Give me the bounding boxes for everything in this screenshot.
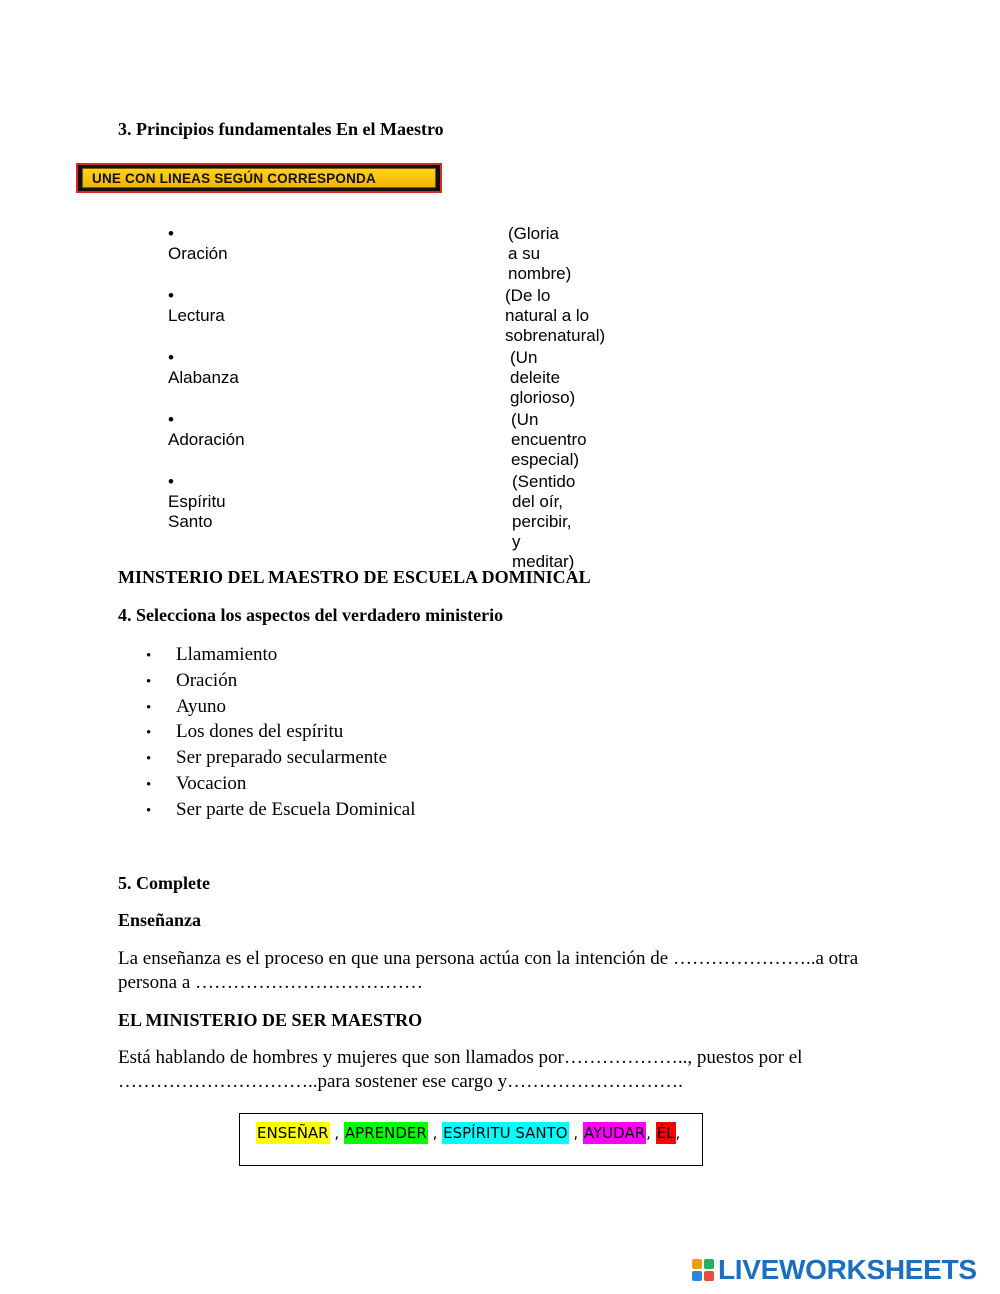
section-3-title: 3. Principios fundamentales En el Maestro (118, 119, 444, 139)
list-item[interactable]: • Los dones del espíritu (146, 721, 344, 743)
word-option[interactable]: ÉL (656, 1124, 675, 1142)
teaching-paragraph[interactable]: La enseñanza es el proceso en que una persona actúa con la intención de …………………..a otra persona a ……………………………… (118, 948, 859, 993)
word-option[interactable]: AYUDAR (583, 1124, 646, 1142)
list-item[interactable]: • Vocacion (146, 772, 247, 794)
word-bank: ENSEÑAR , APRENDER , ESPÍRITU SANTO , AYUDAR, ÉL, (239, 1113, 703, 1166)
match-right-item[interactable]: (Sentido del oír, percibir, y meditar) (512, 472, 576, 571)
list-item[interactable]: • Ayuno (146, 695, 226, 717)
section-5-title: 5. Complete (118, 873, 210, 893)
teaching-subtitle: Enseñanza (118, 910, 202, 930)
teacher-ministry-subtitle: EL MINISTERIO DE SER MAESTRO (118, 1010, 423, 1030)
list-item[interactable]: • Ser parte de Escuela Dominical (146, 798, 416, 820)
match-left-item[interactable]: •Lectura (168, 286, 225, 325)
match-right-item[interactable]: (Un encuentro especial) (511, 410, 587, 469)
ministry-heading: MINSTERIO DEL MAESTRO DE ESCUELA DOMINICAL (118, 567, 591, 587)
instruction-banner-label: UNE CON LINEAS SEGÚN CORRESPONDA (82, 168, 436, 188)
match-left-item[interactable]: •Oración (168, 224, 228, 263)
word-option[interactable]: ENSEÑAR (257, 1124, 329, 1142)
match-left-item[interactable]: •Espíritu Santo (168, 472, 226, 531)
teacher-ministry-paragraph[interactable]: Está hablando de hombres y mujeres que son llamados por……………….., puestos por el …………………………..para sostener ese cargo y………………………. (118, 1047, 803, 1092)
match-left-item[interactable]: •Alabanza (168, 348, 239, 387)
word-option[interactable]: APRENDER (344, 1124, 427, 1142)
list-item[interactable]: • Oración (146, 669, 238, 691)
word-option[interactable]: ESPÍRITU SANTO (443, 1124, 568, 1142)
section-4-title: 4. Selecciona los aspectos del verdadero ministerio (118, 605, 504, 625)
instruction-banner (76, 163, 442, 193)
brand-name: LIVEWORKSHEETS (718, 1254, 977, 1285)
list-item[interactable]: • Llamamiento (146, 644, 278, 665)
match-right-item[interactable]: (Un deleite glorioso) (510, 348, 576, 407)
list-item[interactable]: • Ser preparado secularmente (146, 747, 388, 769)
match-right-item[interactable]: (De lo natural a lo sobrenatural) (505, 286, 606, 345)
match-right-item[interactable]: (Gloria a su nombre) (508, 224, 572, 283)
liveworksheets-logo-icon (692, 1259, 714, 1281)
ministry-aspects-list (146, 642, 416, 823)
liveworksheets-logo (692, 1255, 977, 1285)
match-left-item[interactable]: •Adoración (168, 410, 245, 449)
